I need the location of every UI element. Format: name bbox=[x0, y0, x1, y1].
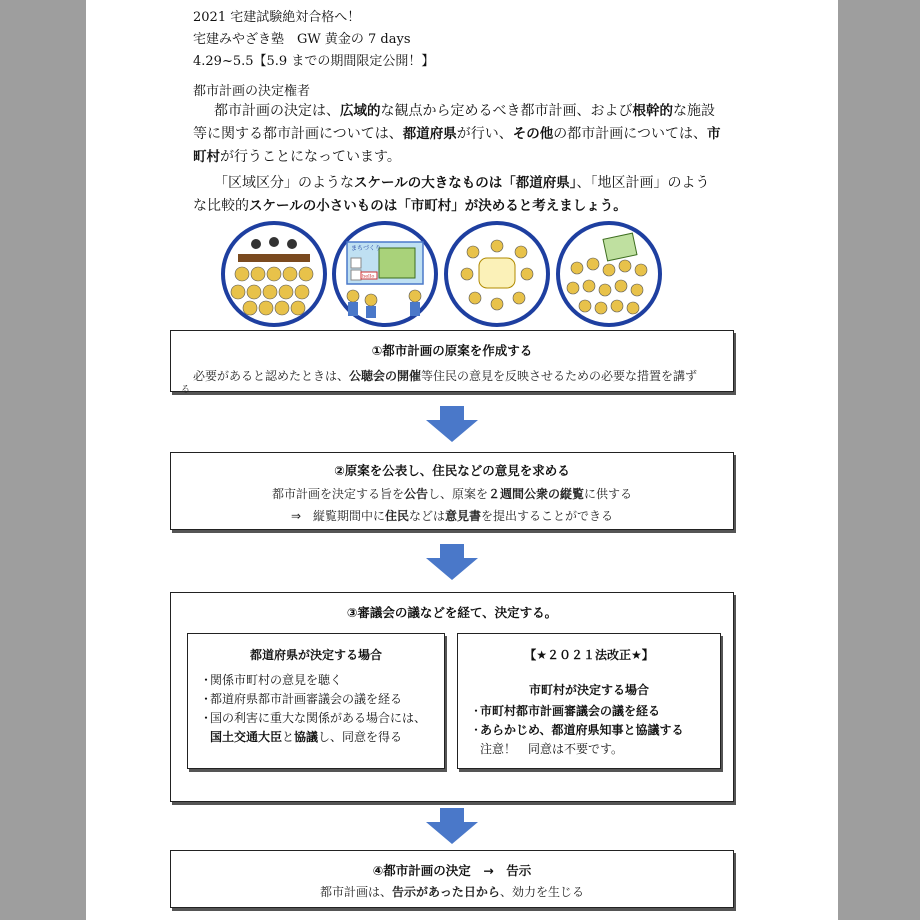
prefecture-item-3: ・国の利害に重大な関係がある場合には、 bbox=[200, 711, 427, 725]
step-4-line-1: 都市計画は、告示があった日から、効力を生じる bbox=[320, 885, 584, 899]
step-2-line-1: 都市計画を決定する旨を公告し、原案を２週間公衆の縦覧に供する bbox=[271, 487, 633, 501]
down-arrow-1 bbox=[422, 404, 482, 444]
municipality-item-1: ・市町村都市計画審議会の議を経る bbox=[470, 704, 661, 718]
header-line-3: 4.29~5.5【5.9 までの期間限定公開！】 bbox=[193, 54, 435, 69]
header-line-1: 2021 宅建試験絶対合格へ！ bbox=[193, 10, 361, 25]
intro-paragraph-1: 都市計画の決定は、広域的な観点から定めるべき都市計画、および根幹的な施設等に関する都市計画については、都道府県が行い、その他の都市計画については、市町村が行うことになっています。 bbox=[193, 103, 721, 165]
assembly-illustration bbox=[220, 220, 328, 328]
step-2-box bbox=[170, 452, 734, 530]
step-3-title: ③審議会の議などを経て、決定する。 bbox=[346, 605, 558, 620]
header-line-2: 宅建みやざき塾 GW 黄金の 7 days bbox=[193, 32, 411, 47]
municipality-item-2: ・あらかじめ、都道府県知事と協議する bbox=[470, 723, 684, 737]
step-2-line-2: ⇒ 縦覧期間中に住民などは意見書を提出することができる bbox=[290, 509, 614, 523]
step-1-text-wrap: る bbox=[181, 385, 191, 395]
section-title: 都市計画の決定権者 bbox=[193, 84, 311, 99]
step-1-text: 必要があると認めたときは、公聴会の開催等住民の意見を反映させるための必要な措置を講ず bbox=[193, 369, 698, 383]
step-1-box bbox=[170, 330, 734, 395]
prefecture-item-4: 国土交通大臣と協議し、同意を得る bbox=[210, 730, 403, 744]
hello-sign-text: hello bbox=[362, 273, 375, 280]
step-4-box bbox=[170, 850, 734, 908]
law-revision-note: 【★２０２１法改正★】 bbox=[524, 648, 654, 662]
prefecture-item-2: ・都道府県都市計画審議会の議を経る bbox=[200, 692, 403, 706]
down-arrow-2 bbox=[422, 542, 482, 582]
step-4-title: ④都市計画の決定 → 告示 bbox=[372, 863, 532, 878]
planning-board-illustration bbox=[331, 220, 439, 328]
crowd-map-illustration bbox=[555, 220, 663, 328]
municipality-decision-title: 市町村が決定する場合 bbox=[528, 683, 649, 697]
meeting-illustration bbox=[443, 220, 551, 328]
planning-sign-text: まちづくり bbox=[351, 245, 381, 252]
municipality-caution: 注意！ 同意は不要です。 bbox=[480, 742, 624, 756]
municipality-decision-box bbox=[457, 633, 721, 769]
step-2-title: ②原案を公表し、住民などの意見を求める bbox=[334, 463, 570, 478]
step-3-box bbox=[170, 592, 734, 802]
document-page bbox=[86, 0, 838, 920]
prefecture-decision-title: 都道府県が決定する場合 bbox=[249, 648, 382, 662]
step-1-title: ①都市計画の原案を作成する bbox=[371, 343, 533, 358]
prefecture-decision-box bbox=[187, 633, 445, 769]
intro-paragraph-2: 「区域区分」のようなスケールの大きなものは「都道府県」、「地区計画」のような比較的スケールの小さいものは「市町村」が決めると考えましょう。 bbox=[193, 175, 710, 214]
down-arrow-3 bbox=[422, 806, 482, 846]
prefecture-item-1: ・関係市町村の意見を聴く bbox=[200, 673, 343, 687]
